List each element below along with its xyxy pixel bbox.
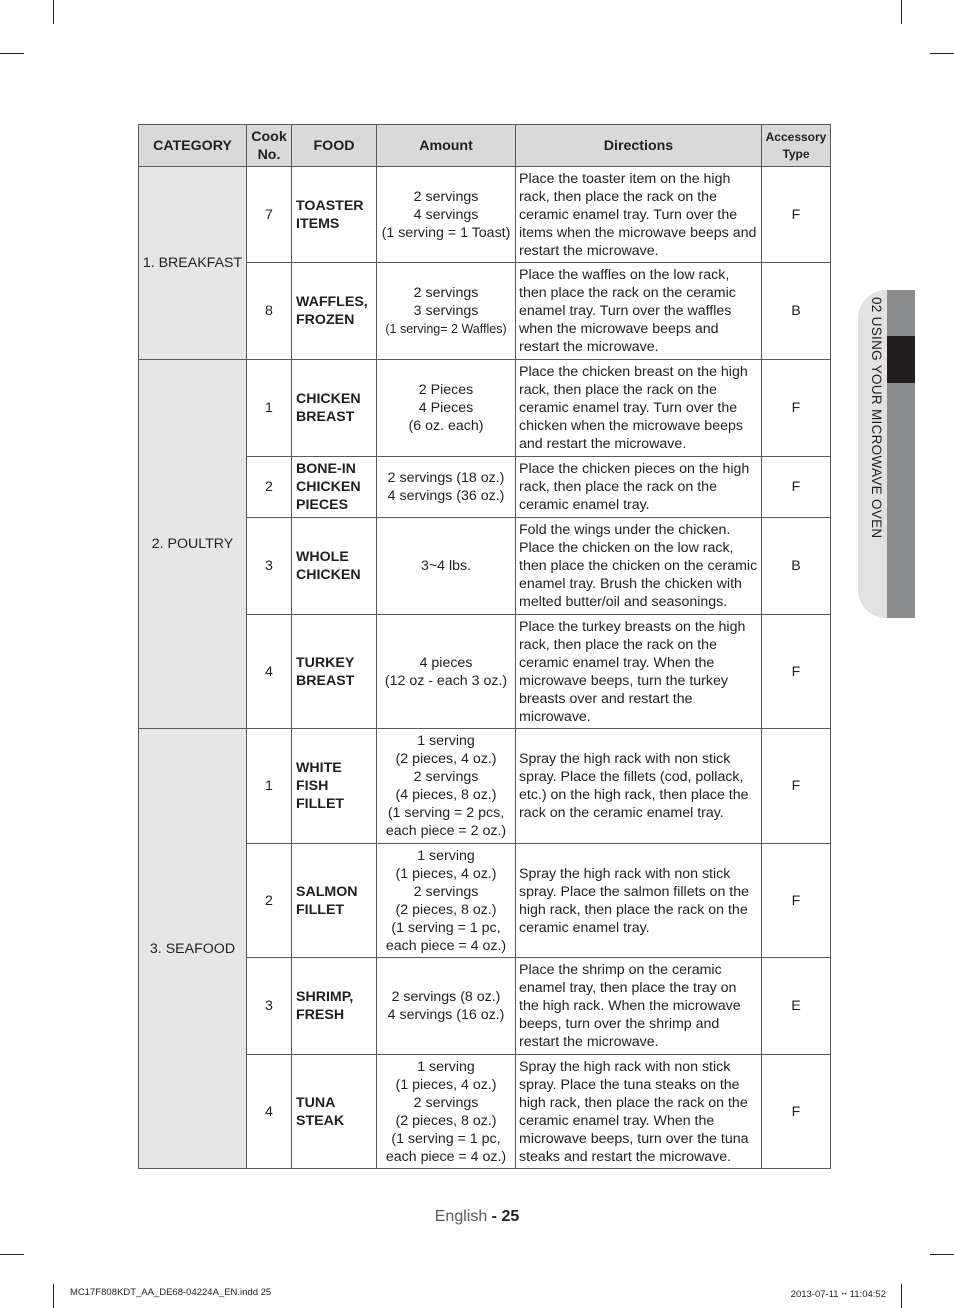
- amount-line: (2 pieces, 8 oz.): [395, 901, 497, 918]
- food-name-line: CHICKEN: [296, 567, 361, 583]
- amount-line: (1 pieces, 4 oz.): [395, 865, 497, 882]
- amount-line: 2 servings: [413, 883, 479, 900]
- amount-line: (1 serving = 1 Toast): [381, 224, 511, 241]
- amount-line: 2 servings (18 oz.): [387, 470, 505, 486]
- page-number: [0, 1208, 954, 1226]
- directions-cell: Spray the high rack with non stick spray. Place the salmon fillets on the high rack, then place the rack on the ceramic enamel tray.: [516, 844, 762, 958]
- amount-line: 2 servings: [413, 1094, 479, 1111]
- amount-line: 2 servings (8 oz.): [391, 989, 501, 1005]
- amount-cell: [377, 844, 516, 958]
- cook-number-cell: 2: [247, 844, 292, 958]
- food-cell: [292, 729, 377, 844]
- amount-cell: [377, 729, 516, 844]
- cook-number-cell: 8: [247, 263, 292, 360]
- table-row: [139, 167, 831, 263]
- page-number-value: 25: [501, 1208, 520, 1225]
- table-row: [139, 729, 831, 844]
- side-tab-black-marker: [887, 336, 915, 383]
- crop-mark: [0, 1254, 24, 1255]
- directions-cell: Place the turkey breasts on the high rack, then place the rack on the ceramic enamel tray. When the microwave beeps, turn the turkey breasts over and restart the microwave.: [516, 615, 762, 729]
- accessory-type-cell: F: [762, 360, 831, 457]
- header-food: FOOD: [292, 125, 377, 167]
- cook-number-cell: 3: [247, 518, 292, 615]
- amount-line: 1 serving: [417, 847, 475, 864]
- amount-line: 2 servings: [413, 285, 479, 301]
- accessory-type-cell: F: [762, 615, 831, 729]
- table-header-row: [139, 125, 831, 167]
- cook-number-cell: 3: [247, 958, 292, 1055]
- food-name-line: WHITE: [296, 760, 342, 776]
- directions-cell: Spray the high rack with non stick spray. Place the tuna steaks on the high rack, then place the rack on the ceramic enamel tray. When the microwave beeps, turn over the tuna steaks and restart the microwave.: [516, 1055, 762, 1169]
- header-cook-no: Cook No.: [247, 125, 292, 167]
- amount-cell: [377, 263, 516, 360]
- amount-line: 2 Pieces: [418, 382, 474, 398]
- food-cell: [292, 518, 377, 615]
- amount-line: 4 servings (16 oz.): [387, 1007, 505, 1023]
- amount-cell: [377, 1055, 516, 1169]
- cooking-guide-table: [138, 124, 831, 1169]
- accessory-type-cell: E: [762, 958, 831, 1055]
- amount-line: (4 pieces, 8 oz.): [395, 787, 497, 803]
- food-name-line: CHICKEN: [296, 479, 361, 495]
- accessory-type-cell: B: [762, 518, 831, 615]
- amount-line: each piece = 4 oz.): [385, 937, 507, 954]
- amount-cell: [377, 457, 516, 518]
- directions-cell: Place the waffles on the low rack, then place the rack on the ceramic enamel tray. Turn over the waffles when the microwave beeps and restart the microwave.: [516, 263, 762, 360]
- cook-number-cell: 7: [247, 167, 292, 263]
- amount-line: 1 serving: [417, 1058, 475, 1075]
- food-name-line: WAFFLES,: [296, 294, 368, 310]
- amount-line: (1 serving= 2 Waffles): [385, 322, 507, 336]
- amount-line: (1 serving = 1 pc,: [391, 1130, 501, 1147]
- cook-number-cell: 4: [247, 615, 292, 729]
- food-name-line: ITEMS: [296, 215, 340, 232]
- page-separator: -: [487, 1208, 502, 1225]
- amount-line: 4 pieces: [419, 654, 473, 671]
- header-directions: Directions: [516, 125, 762, 167]
- amount-line: each piece = 4 oz.): [385, 1148, 507, 1165]
- food-name-line: TURKEY: [296, 654, 355, 671]
- directions-cell: Place the toaster item on the high rack, then place the rack on the ceramic enamel tray. Turn over the items when the microwave beeps and restart the microwave.: [516, 167, 762, 263]
- food-name-line: FILLET: [296, 901, 345, 918]
- cook-number-cell: 1: [247, 729, 292, 844]
- food-name-line: SHRIMP,: [296, 989, 354, 1005]
- accessory-type-cell: F: [762, 844, 831, 958]
- amount-cell: [377, 958, 516, 1055]
- side-tab-label: 02 USING YOUR MICROWAVE OVEN: [869, 297, 884, 539]
- food-name-line: STEAK: [296, 1112, 345, 1129]
- food-name-line: BREAST: [296, 409, 355, 425]
- accessory-type-cell: F: [762, 167, 831, 263]
- directions-cell: Place the shrimp on the ceramic enamel tray, then place the tray on the high rack. When the microwave beeps, turn over the shrimp and restart the microwave.: [516, 958, 762, 1055]
- amount-line: 4 Pieces: [418, 400, 474, 416]
- amount-line: (1 pieces, 4 oz.): [395, 1076, 497, 1093]
- food-cell: [292, 263, 377, 360]
- cook-number-cell: 1: [247, 360, 292, 457]
- amount-line: (6 oz. each): [408, 418, 484, 434]
- amount-line: 2 servings: [413, 188, 479, 205]
- food-cell: [292, 457, 377, 518]
- directions-cell: Place the chicken breast on the high rack, then place the rack on the ceramic enamel tray. Turn over the chicken when the microwave beeps and restart the microwave.: [516, 360, 762, 457]
- amount-cell: [377, 167, 516, 263]
- date-info: 2013-07-11 ꞏꞏ 11:04:52: [790, 1289, 886, 1300]
- amount-line: (12 oz - each 3 oz.): [384, 672, 508, 689]
- accessory-type-cell: F: [762, 457, 831, 518]
- amount-line: 4 servings (36 oz.): [387, 488, 505, 504]
- crop-mark: [53, 0, 54, 24]
- crop-mark: [930, 53, 954, 54]
- directions-cell: Spray the high rack with non stick spray. Place the fillets (cod, pollack, etc.) on the high rack, then place the rack on the ceramic enamel tray.: [516, 729, 762, 844]
- food-name-line: FROZEN: [296, 312, 355, 328]
- amount-cell: [377, 518, 516, 615]
- page-language: English: [434, 1208, 488, 1225]
- food-name-line: PIECES: [296, 497, 349, 513]
- amount-cell: [377, 360, 516, 457]
- food-name-line: TOASTER: [296, 197, 364, 214]
- amount-line: 1 serving: [417, 733, 475, 749]
- table-row: [139, 360, 831, 457]
- food-cell: [292, 167, 377, 263]
- amount-line: (2 pieces, 4 oz.): [395, 751, 497, 767]
- food-name-line: SALMON: [296, 883, 358, 900]
- food-name-line: WHOLE: [296, 549, 349, 565]
- crop-mark: [901, 0, 902, 24]
- amount-line: (1 serving = 2 pcs,: [387, 805, 505, 821]
- food-name-line: FILLET: [296, 796, 345, 812]
- table-body: [139, 167, 831, 1169]
- amount-line: 3 servings: [413, 303, 479, 319]
- category-cell: 1. BREAKFAST: [139, 167, 247, 360]
- food-cell: [292, 1055, 377, 1169]
- crop-mark: [0, 53, 24, 54]
- cook-number-cell: 2: [247, 457, 292, 518]
- food-cell: [292, 844, 377, 958]
- amount-line: (2 pieces, 8 oz.): [395, 1112, 497, 1129]
- amount-line: 3~4 lbs.: [420, 558, 472, 574]
- amount-cell: [377, 615, 516, 729]
- category-cell: 3. SEAFOOD: [139, 729, 247, 1169]
- directions-cell: Place the chicken pieces on the high rack, then place the rack on the ceramic enamel tray.: [516, 457, 762, 518]
- amount-line: 4 servings: [413, 206, 479, 223]
- header-category: CATEGORY: [139, 125, 247, 167]
- food-cell: [292, 360, 377, 457]
- cook-number-cell: 4: [247, 1055, 292, 1169]
- accessory-type-cell: F: [762, 729, 831, 844]
- file-info: MC17F808KDT_AA_DE68-04224A_EN.indd 25: [70, 1287, 272, 1298]
- accessory-type-cell: F: [762, 1055, 831, 1169]
- food-name-line: FISH: [296, 778, 329, 794]
- crop-mark: [901, 1284, 902, 1308]
- amount-line: each piece = 2 oz.): [385, 823, 507, 839]
- food-name-line: TUNA: [296, 1094, 336, 1111]
- food-cell: [292, 958, 377, 1055]
- food-name-line: BREAST: [296, 672, 355, 689]
- food-name-line: FRESH: [296, 1007, 345, 1023]
- amount-line: (1 serving = 1 pc,: [391, 919, 501, 936]
- category-cell: 2. POULTRY: [139, 360, 247, 729]
- amount-line: 2 servings: [413, 769, 479, 785]
- header-accessory-type: Accessory Type: [762, 125, 831, 167]
- food-name-line: BONE-IN: [296, 461, 356, 477]
- crop-mark: [53, 1284, 54, 1308]
- directions-cell: Fold the wings under the chicken. Place the chicken on the low rack, then place the chicken on the ceramic enamel tray. Brush the chicken with melted butter/oil and seasonings.: [516, 518, 762, 615]
- header-amount: Amount: [377, 125, 516, 167]
- crop-mark: [930, 1254, 954, 1255]
- accessory-type-cell: B: [762, 263, 831, 360]
- food-name-line: CHICKEN: [296, 391, 361, 407]
- food-cell: [292, 615, 377, 729]
